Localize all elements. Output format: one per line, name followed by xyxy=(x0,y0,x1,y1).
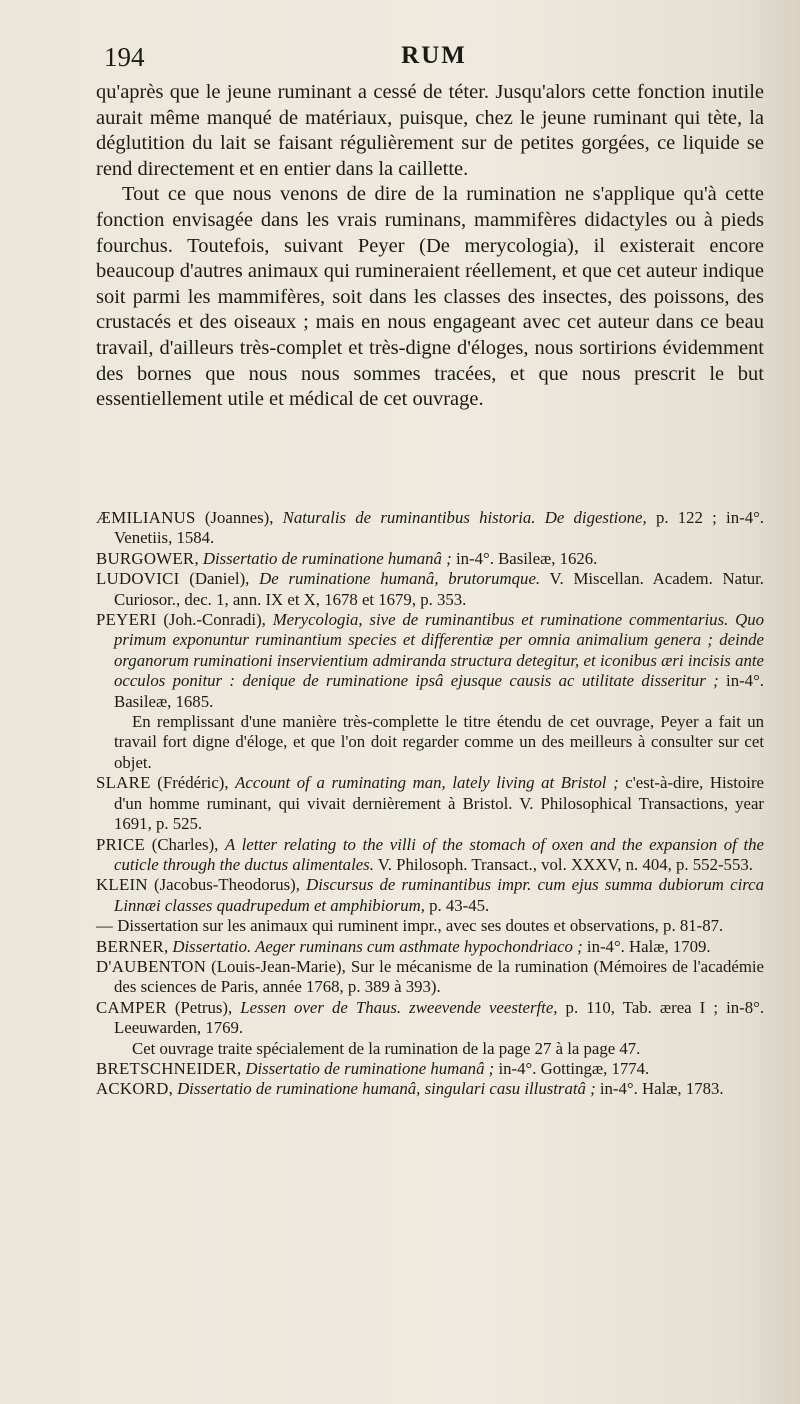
reference-author-detail: (Charles), xyxy=(145,834,226,854)
reference-author: LUDOVICI xyxy=(96,569,180,589)
reference-title: De ruminatione humanâ, brutorumque. xyxy=(259,569,541,589)
paragraph-rumination: Tout ce que nous venons de dire de la rumination ne s'applique qu'à cette fonction envisagée dans les vrais ruminans, mammifères didactyles ou à pieds fourchus. Toutefois, suivant Peyer (De merycologia), il existerait encore beaucoup d'autres animaux qui rumineraient réellement, et que cet auteur indique soit parmi les mammifères, soit dans les classes des insectes, des poissons, des crustacés et des oiseaux ; mais en nous engageant avec cet auteur dans ce beau travail, d'ailleurs très-complet et très-digne d'éloges, nous sortirions évidemment des bornes que nous nous sommes tracées, et que nous prescrit le but essentiellement utile et médical de cet ouvrage. xyxy=(96,183,764,411)
reference-author: BRETSCHNEIDER xyxy=(96,1058,237,1078)
reference-details: V. Miscellan. Academ. Natur. Curiosor., dec. 1, ann. IX et X, 1678 et 1679, p. 353. xyxy=(114,569,765,609)
bibliography-entry xyxy=(96,610,764,712)
bibliography-note: Cet ouvrage traite spécialement de la rumination de la page 27 à la page 47. xyxy=(132,1038,641,1058)
bibliography-entry xyxy=(96,875,764,916)
bibliography-note: En remplissant d'une manière très-complette le titre étendu de cet ouvrage, Peyer a fait un travail fort digne d'éloge, et que l'on doit regarder comme un des meilleurs à consulter sur cet objet. xyxy=(114,712,764,772)
reference-title: A letter relating to the villi of the stomach of oxen and the expansion of the cuticle through the ductus alimentales. xyxy=(114,834,764,874)
reference-author-detail: , xyxy=(164,936,173,956)
bibliography-entry xyxy=(96,1059,764,1079)
reference-author-detail: , xyxy=(236,1058,246,1078)
reference-details: p. 43-45. xyxy=(424,895,490,915)
reference-author: SLARE xyxy=(96,773,151,793)
reference-author-detail: , xyxy=(194,548,203,568)
reference-title: Discursus de ruminantibus impr. cum ejus summa dubiorum circa Linnæi classes quadrupedum et amphibiorum, xyxy=(114,875,764,915)
reference-details: in-4°. Halæ, 1709. xyxy=(582,936,711,956)
reference-author-detail: (Joh.-Conradi), xyxy=(156,610,273,630)
reference-title: Dissertatio de ruminatione humanâ ; xyxy=(245,1058,495,1078)
body-text xyxy=(96,80,764,413)
reference-details: in-4°. Basileæ, 1626. xyxy=(451,548,598,568)
reference-details: V. Philosoph. Transact., vol. XXXV, n. 404, p. 552-553. xyxy=(373,854,753,874)
reference-details: Sur le mécanisme de la rumination (Mémoires de l'académie des sciences de Paris, année 1768, p. 389 à 393). xyxy=(114,956,764,997)
reference-author-detail: (Joannes), xyxy=(195,508,283,527)
reference-author: ACKORD xyxy=(96,1079,169,1099)
reference-author-detail: (Frédéric), xyxy=(150,773,236,793)
reference-author: PEYERI xyxy=(96,610,157,630)
paragraph-continuation: qu'après que le jeune ruminant a cessé de téter. Jusqu'alors cette fonction inutile aurait même manqué de matériaux, puisque, chez le jeune ruminant qui tète, la déglutition du lait se faisant régulièrement sur de petites gorgées, ce liquide se rend directement et en entier dans la caillette. xyxy=(96,81,764,180)
reference-author: — xyxy=(96,916,114,936)
page-header xyxy=(100,42,768,76)
reference-title: Naturalis de ruminantibus historia. De digestione, xyxy=(282,508,647,527)
reference-author-detail: (Jacobus-Theodorus), xyxy=(147,875,307,895)
bibliography-entry xyxy=(96,937,764,957)
reference-author-detail: (Petrus), xyxy=(166,997,241,1017)
page-number: 194 xyxy=(104,42,145,72)
reference-title: Account of a ruminating man, lately living at Bristol ; xyxy=(235,773,619,793)
reference-details: in-4°. Gottingæ, 1774. xyxy=(494,1058,650,1078)
reference-author: CAMPER xyxy=(96,997,167,1017)
reference-details: in-4°. Halæ, 1783. xyxy=(595,1079,724,1099)
reference-author: PRICE xyxy=(96,834,146,854)
reference-details: in-4°. Basileæ, 1685. xyxy=(114,671,764,711)
running-head: RUM xyxy=(401,42,467,69)
bibliography-entry xyxy=(96,835,764,876)
reference-title: Lessen over de Thaus. zweevende veesterfte, xyxy=(240,997,558,1017)
bibliography-entry xyxy=(96,1079,764,1099)
bibliography-entry xyxy=(96,773,764,834)
reference-title: Merycologia, sive de ruminantibus et ruminatione commentarius. Quo primum exponuntur ruminantium species et differentiæ per omnia animalium genera ; deinde organorum ruminationi inservientium admiranda structura detegitur, et iconibus æri incisis ante occulos ponitur : denique de ruminatione ipsâ ejusque causis ac utilitate disseritur ; xyxy=(114,610,764,691)
reference-author: BURGOWER xyxy=(96,548,195,568)
reference-author: D'AUBENTON xyxy=(96,956,207,976)
bibliography-entry xyxy=(96,569,764,610)
bibliography xyxy=(96,508,764,1100)
bibliography-entry xyxy=(96,549,764,569)
reference-author: BERNER xyxy=(96,936,164,956)
bibliography-entry xyxy=(96,508,764,549)
reference-title: Dissertatio de ruminatione humanâ ; xyxy=(202,548,452,568)
bibliography-entry xyxy=(96,916,764,936)
reference-details: c'est-à-dire, Histoire d'un homme ruminant, qui vivait dernièrement à Bristol. V. Philosophical Transactions, year 1691, p. 525. xyxy=(114,773,764,834)
reference-title: Dissertatio. Aeger ruminans cum asthmate hypochondriaco ; xyxy=(172,936,583,956)
reference-details: p. 110, Tab. ærea I ; in-8°. Leeuwarden, 1769. xyxy=(114,997,765,1038)
reference-author: KLEIN xyxy=(96,875,148,895)
bibliography-entry xyxy=(96,957,764,998)
reference-details: Dissertation sur les animaux qui ruminent impr., avec ses doutes et observations, p. 81-87. xyxy=(117,916,724,936)
reference-details: p. 122 ; in-4°. Venetiis, 1584. xyxy=(114,508,764,548)
reference-author-detail: (Daniel), xyxy=(179,569,260,589)
reference-author-detail: (Louis-Jean-Marie), xyxy=(206,956,351,976)
reference-title: Dissertatio de ruminatione humanâ, singulari casu illustratâ ; xyxy=(177,1079,596,1099)
bibliography-entry xyxy=(96,998,764,1039)
reference-author: ÆMILIANUS xyxy=(96,508,196,527)
reference-author-detail: , xyxy=(168,1079,178,1099)
